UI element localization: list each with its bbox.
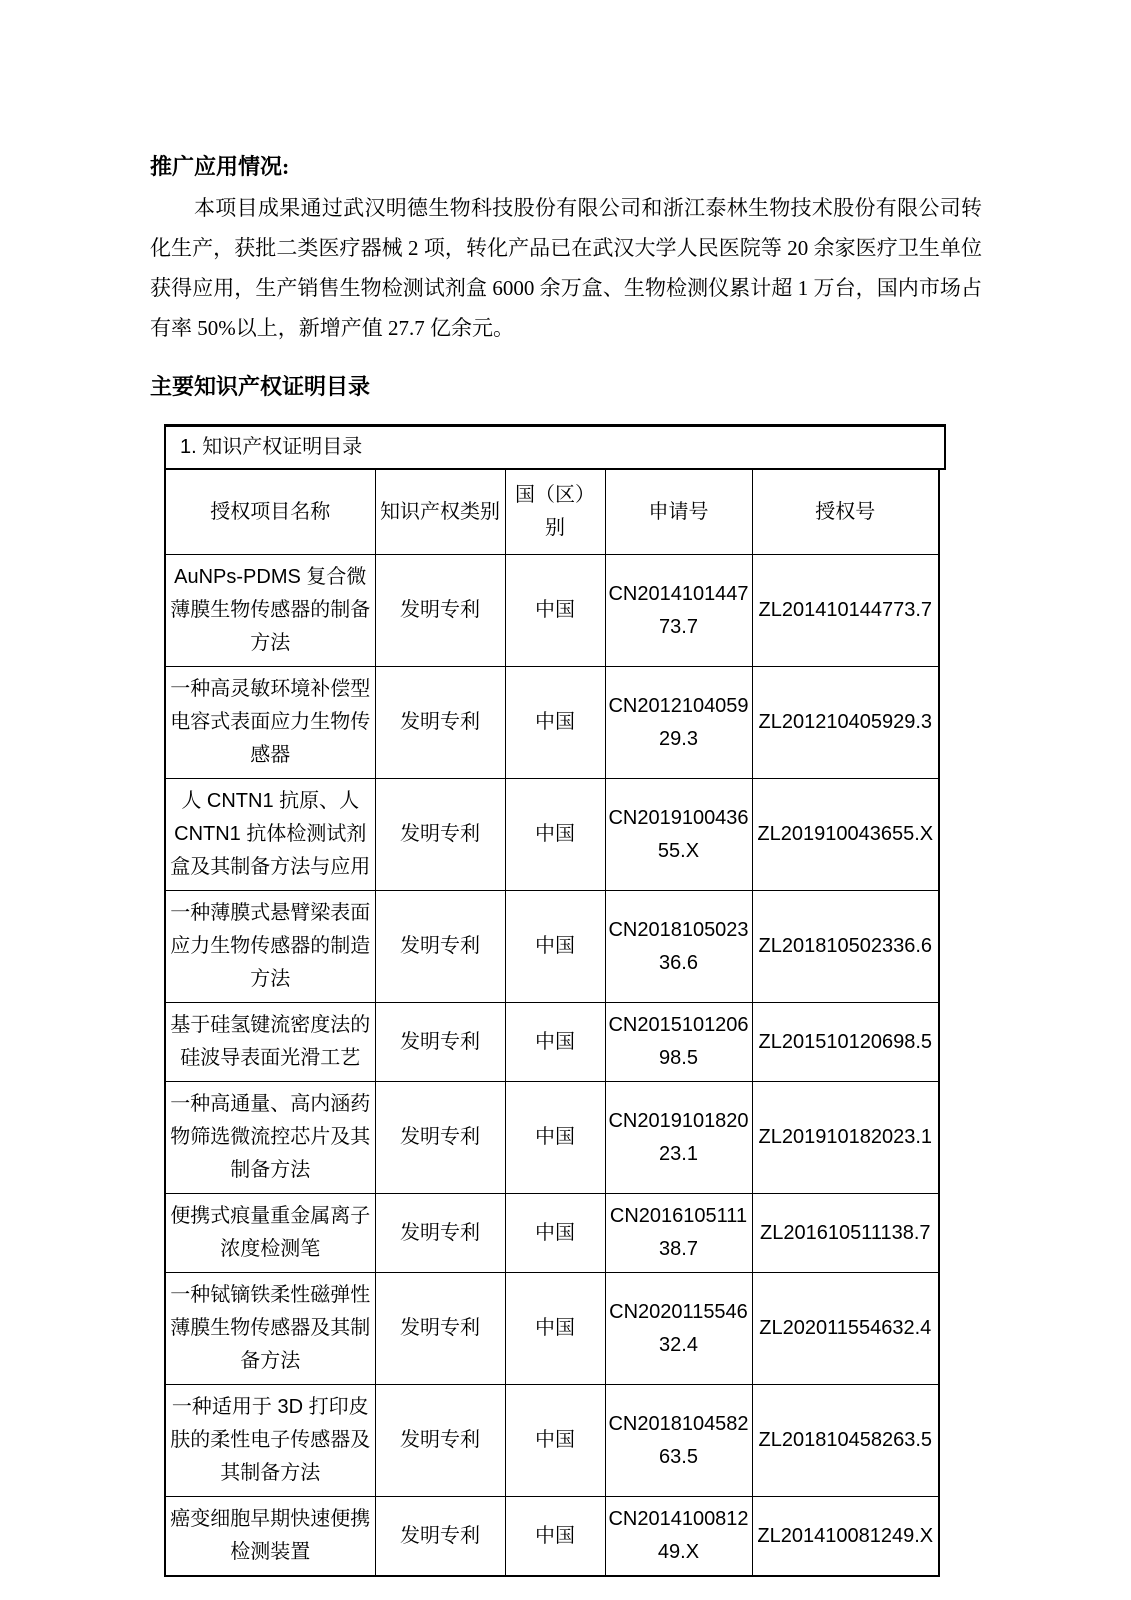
table-row [165,1497,939,1577]
patent-name-cell: 基于硅氢键流密度法的硅波导表面光滑工艺 [165,1003,375,1082]
patent-category-cell: 发明专利 [375,1497,505,1577]
grant-no-cell: ZL201510120698.5 [752,1003,939,1082]
patent-category-cell: 发明专利 [375,667,505,779]
grant-no-cell: ZL202011554632.4 [752,1273,939,1385]
table-row [165,555,939,667]
ip-section-title: 主要知识产权证明目录 [150,374,371,399]
patent-category-cell: 发明专利 [375,1082,505,1194]
patent-category-cell: 发明专利 [375,1194,505,1273]
patent-category-cell: 发明专利 [375,891,505,1003]
ip-table [164,468,940,1577]
patent-country-cell: 中国 [505,891,605,1003]
application-no-cell: CN201910043655.X [605,779,752,891]
patent-country-cell: 中国 [505,1082,605,1194]
patent-name-cell: 一种铽镝铁柔性磁弹性薄膜生物传感器及其制备方法 [165,1273,375,1385]
column-header-application-no: 申请号 [605,469,752,555]
patent-category-cell: 发明专利 [375,1003,505,1082]
patent-category-cell: 发明专利 [375,555,505,667]
table-row [165,1003,939,1082]
promotion-section-title: 推广应用情况: [150,154,290,179]
table-caption: 1. 知识产权证明目录 [164,424,946,470]
patent-name-cell: 一种高通量、高内涵药物筛选微流控芯片及其制备方法 [165,1082,375,1194]
ip-table-container [164,424,946,1577]
column-header-country: 国（区）别 [505,469,605,555]
grant-no-cell: ZL201810502336.6 [752,891,939,1003]
grant-no-cell: ZL201410081249.X [752,1497,939,1577]
table-row [165,667,939,779]
promotion-paragraph: 本项目成果通过武汉明德生物科技股份有限公司和浙江泰林生物技术股份有限公司转化生产，获批二类医疗器械 2 项，转化产品已在武汉大学人民医院等 20 余家医疗卫生单位获得应用，生产销售生物检测试剂盒 6000 余万盒、生物检测仪累计超 1 万台，国内市场占有率 50%以上，新增产值 27.7 亿余元。 [150,196,982,340]
application-no-cell: CN201610511138.7 [605,1194,752,1273]
table-row [165,1194,939,1273]
patent-country-cell: 中国 [505,779,605,891]
grant-no-cell: ZL201410144773.7 [752,555,939,667]
patent-category-cell: 发明专利 [375,779,505,891]
table-header-row [165,469,939,555]
table-row [165,1082,939,1194]
patent-country-cell: 中国 [505,1497,605,1577]
column-header-ip-category: 知识产权类别 [375,469,505,555]
patent-country-cell: 中国 [505,1385,605,1497]
patent-name-cell: AuNPs-PDMS 复合微薄膜生物传感器的制备方法 [165,555,375,667]
patent-name-cell: 便携式痕量重金属离子浓度检测笔 [165,1194,375,1273]
application-no-cell: CN201810502336.6 [605,891,752,1003]
patent-name-cell: 一种高灵敏环境补偿型电容式表面应力生物传感器 [165,667,375,779]
grant-no-cell: ZL201810458263.5 [752,1385,939,1497]
patent-country-cell: 中国 [505,1003,605,1082]
patent-category-cell: 发明专利 [375,1385,505,1497]
table-row [165,1273,939,1385]
table-row [165,891,939,1003]
application-no-cell: CN201910182023.1 [605,1082,752,1194]
table-row [165,1385,939,1497]
grant-no-cell: ZL201910043655.X [752,779,939,891]
patent-country-cell: 中国 [505,1273,605,1385]
table-row [165,779,939,891]
grant-no-cell: ZL201610511138.7 [752,1194,939,1273]
patent-country-cell: 中国 [505,555,605,667]
patent-category-cell: 发明专利 [375,1273,505,1385]
patent-name-cell: 一种适用于 3D 打印皮肤的柔性电子传感器及其制备方法 [165,1385,375,1497]
patent-name-cell: 人 CNTN1 抗原、人 CNTN1 抗体检测试剂盒及其制备方法与应用 [165,779,375,891]
patent-country-cell: 中国 [505,667,605,779]
application-no-cell: CN201410081249.X [605,1497,752,1577]
application-no-cell: CN201410144773.7 [605,555,752,667]
grant-no-cell: ZL201210405929.3 [752,667,939,779]
patent-name-cell: 一种薄膜式悬臂梁表面应力生物传感器的制造方法 [165,891,375,1003]
application-no-cell: CN201810458263.5 [605,1385,752,1497]
patent-name-cell: 癌变细胞早期快速便携检测装置 [165,1497,375,1577]
grant-no-cell: ZL201910182023.1 [752,1082,939,1194]
patent-country-cell: 中国 [505,1194,605,1273]
column-header-grant-no: 授权号 [752,469,939,555]
application-no-cell: CN202011554632.4 [605,1273,752,1385]
application-no-cell: CN201510120698.5 [605,1003,752,1082]
application-no-cell: CN201210405929.3 [605,667,752,779]
column-header-project-name: 授权项目名称 [165,469,375,555]
